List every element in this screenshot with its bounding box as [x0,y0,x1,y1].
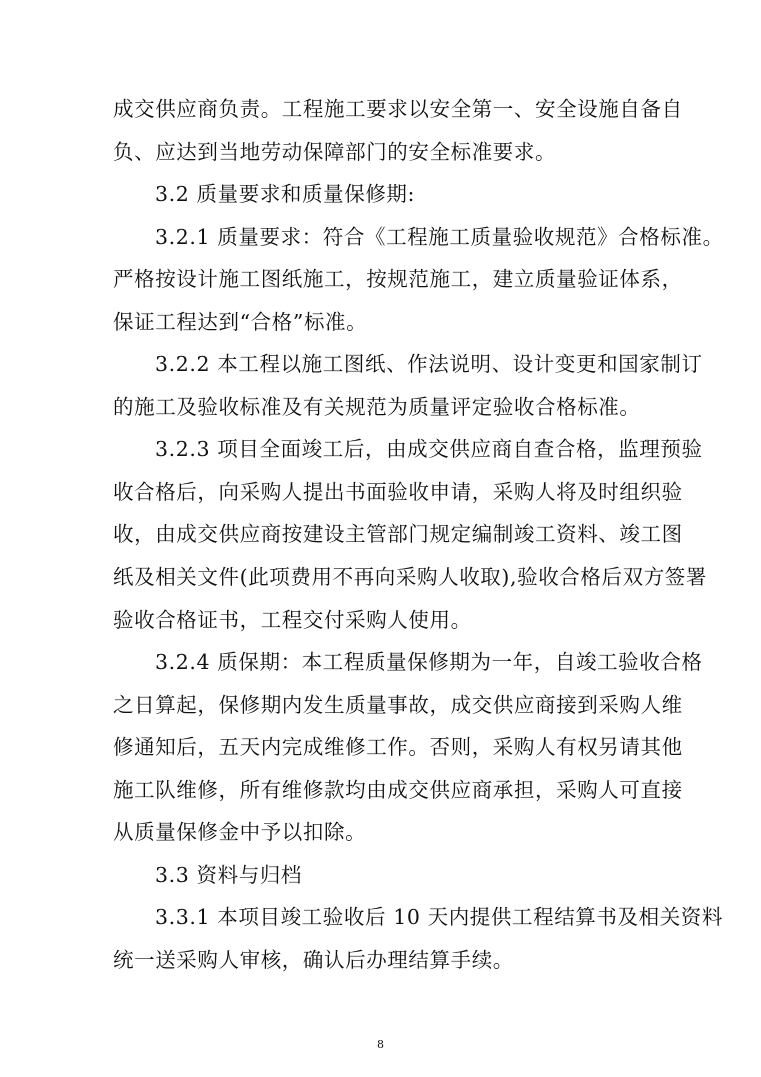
text-line: 3.2.1 质量要求：符合《工程施工质量验收规范》合格标准。 [155,224,724,249]
text-line: 的施工及验收标准及有关规范为质量评定验收合格标准。 [113,394,641,419]
text-line: 3.3 资料与归档 [155,862,303,887]
text-line: 之日算起，保修期内发生质量事故，成交供应商接到采购人维 [113,692,683,717]
text-line: 3.2.3 项目全面竣工后，由成交供应商自查合格，监理预验 [155,437,703,462]
text-line: 统一送采购人审核，确认后办理结算手续。 [113,947,514,972]
text-line: 成交供应商负责。工程施工要求以安全第一、安全设施自备自 [113,97,683,121]
text-line: 验收合格证书，工程交付采购人使用。 [113,607,472,632]
text-line: 从质量保修金中予以扣除。 [113,820,367,845]
text-line: 纸及相关文件(此项费用不再向采购人收取),验收合格后双方签署 [113,565,708,590]
text-line: 收，由成交供应商按建设主管部门规定编制竣工资料、竣工图 [113,522,683,547]
text-line: 保证工程达到“合格”标准。 [113,309,368,334]
text-line: 收合格后，向采购人提出书面验收申请，采购人将及时组织验 [113,479,683,504]
body-text [113,88,724,981]
text-line: 负、应达到当地劳动保障部门的安全标准要求。 [113,139,557,164]
text-line: 3.2.4 质保期：本工程质量保修期为一年，自竣工验收合格 [155,650,703,675]
text-line: 3.2.2 本工程以施工图纸、作法说明、设计变更和国家制订 [155,352,703,377]
text-line: 3.2 质量要求和质量保修期: [155,182,416,207]
text-line: 修通知后，五天内完成维修工作。否则，采购人有权另请其他 [113,735,683,760]
text-line: 施工队维修，所有维修款均由成交供应商承担，采购人可直接 [113,777,683,802]
text-line: 3.3.1 本项目竣工验收后 10 天内提供工程结算书及相关资料 [155,905,723,930]
page-number: 8 [377,1038,384,1051]
text-line: 严格按设计施工图纸施工，按规范施工，建立质量验证体系， [113,267,683,292]
